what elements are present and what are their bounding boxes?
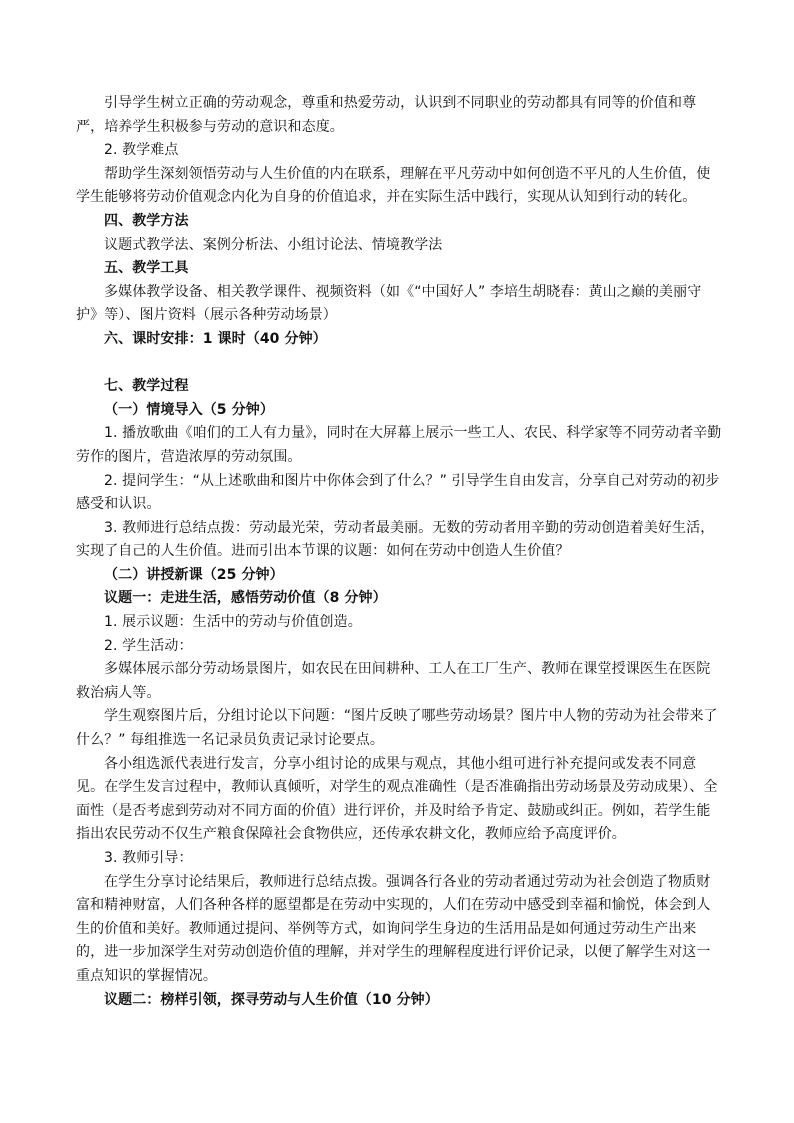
document-body	[76, 92, 722, 1012]
section-heading: 议题一：走进生活，感悟劳动价值（8 分钟）	[104, 590, 387, 607]
blank-line	[76, 352, 722, 376]
section-heading: （一）情境导入（5 分钟）	[104, 401, 274, 418]
body-paragraph: 1. 播放歌曲《咱们的工人有力量》，同时在大屏幕上展示一些工人、农民、科学家等不同劳动者辛勤劳作的图片，营造浓厚的劳动氛围。	[76, 425, 722, 465]
body-paragraph: 各小组选派代表进行发言，分享小组讨论的成果与观点，其他小组可进行补充提问或发表不同意见。在学生发言过程中，教师认真倾听，对学生的观点准确性（是否准确指出劳动场景及劳动成果）、全面性（是否考虑到劳动对不同方面的价值）进行评价，并及时给予肯定、鼓励或纠正。例如，若学生能指出农民劳动不仅生产粮食保障社会食物供应，还传承农耕文化，教师应给予高度评价。	[76, 755, 718, 843]
body-paragraph: 引导学生树立正确的劳动观念，尊重和热爱劳动，认识到不同职业的劳动都具有同等的价值和尊严，培养学生积极参与劳动的意识和态度。	[76, 95, 697, 135]
body-paragraph: 3. 教师进行总结点拨：劳动最光荣，劳动者最美丽。无数的劳动者用辛勤的劳动创造着美好生活，实现了自己的人生价值。进而引出本节课的议题：如何在劳动中创造人生价值？	[76, 519, 715, 560]
body-paragraph: 1. 展示议题：生活中的劳动与价值创造。	[104, 614, 362, 631]
body-paragraph: 2. 学生活动：	[104, 637, 193, 654]
body-paragraph: 学生观察图片后，分组讨论以下问题：“图片反映了哪些劳动场景？图片中人物的劳动为社会带来了什么？” 每组推选一名记录员负责记录讨论要点。	[76, 708, 718, 749]
sub-heading: 2. 教学难点	[104, 142, 179, 159]
section-heading: 四、教学方法	[104, 212, 189, 229]
body-paragraph: 多媒体展示部分劳动场景图片，如农民在田间耕种、工人在工厂生产、教师在课堂授课医生在医院救治病人等。	[76, 661, 711, 701]
section-heading: （二）讲授新课（25 分钟）	[104, 566, 284, 583]
body-paragraph: 多媒体教学设备、相关教学课件、视频资料（如《“中国好人” 李培生胡晓春：黄山之巅的美丽守护》等）、图片资料（展示各种劳动场景）	[76, 283, 702, 324]
section-heading: 五、教学工具	[104, 260, 189, 277]
section-heading: 六、课时安排：1 课时（40 分钟）	[104, 330, 327, 347]
body-paragraph: 2. 提问学生：“从上述歌曲和图片中你体会到了什么？” 引导学生自由发言，分享自己对劳动的初步感受和认识。	[76, 472, 720, 513]
section-heading: 七、教学过程	[104, 378, 189, 395]
body-paragraph: 帮助学生深刻领悟劳动与人生价值的内在联系，理解在平凡劳动中如何创造不平凡的人生价值，使学生能够将劳动价值观念内化为自身的价值追求，并在实际生活中践行，实现从认知到行动的转化。	[76, 165, 711, 206]
body-paragraph: 在学生分享讨论结果后，教师进行总结点拨。强调各行各业的劳动者通过劳动为社会创造了物质财富和精神财富，人们各种各样的愿望都是在劳动中实现的，人们在劳动中感受到幸福和愉悦，体会到人生的价值和美好。教师通过提问、举例等方式，如询问学生身边的生活用品是如何通过劳动生产出来的，进一步加深学生对劳动创造价值的理解，并对学生的理解程度进行评价记录，以便了解学生对这一重点知识的掌握情况。	[76, 873, 711, 984]
body-paragraph: 议题式教学法、案例分析法、小组讨论法、情境教学法	[104, 236, 443, 253]
body-paragraph: 3. 教师引导：	[104, 850, 193, 866]
section-heading: 议题二：榜样引领，探寻劳动与人生价值（10 分钟）	[104, 991, 439, 1008]
